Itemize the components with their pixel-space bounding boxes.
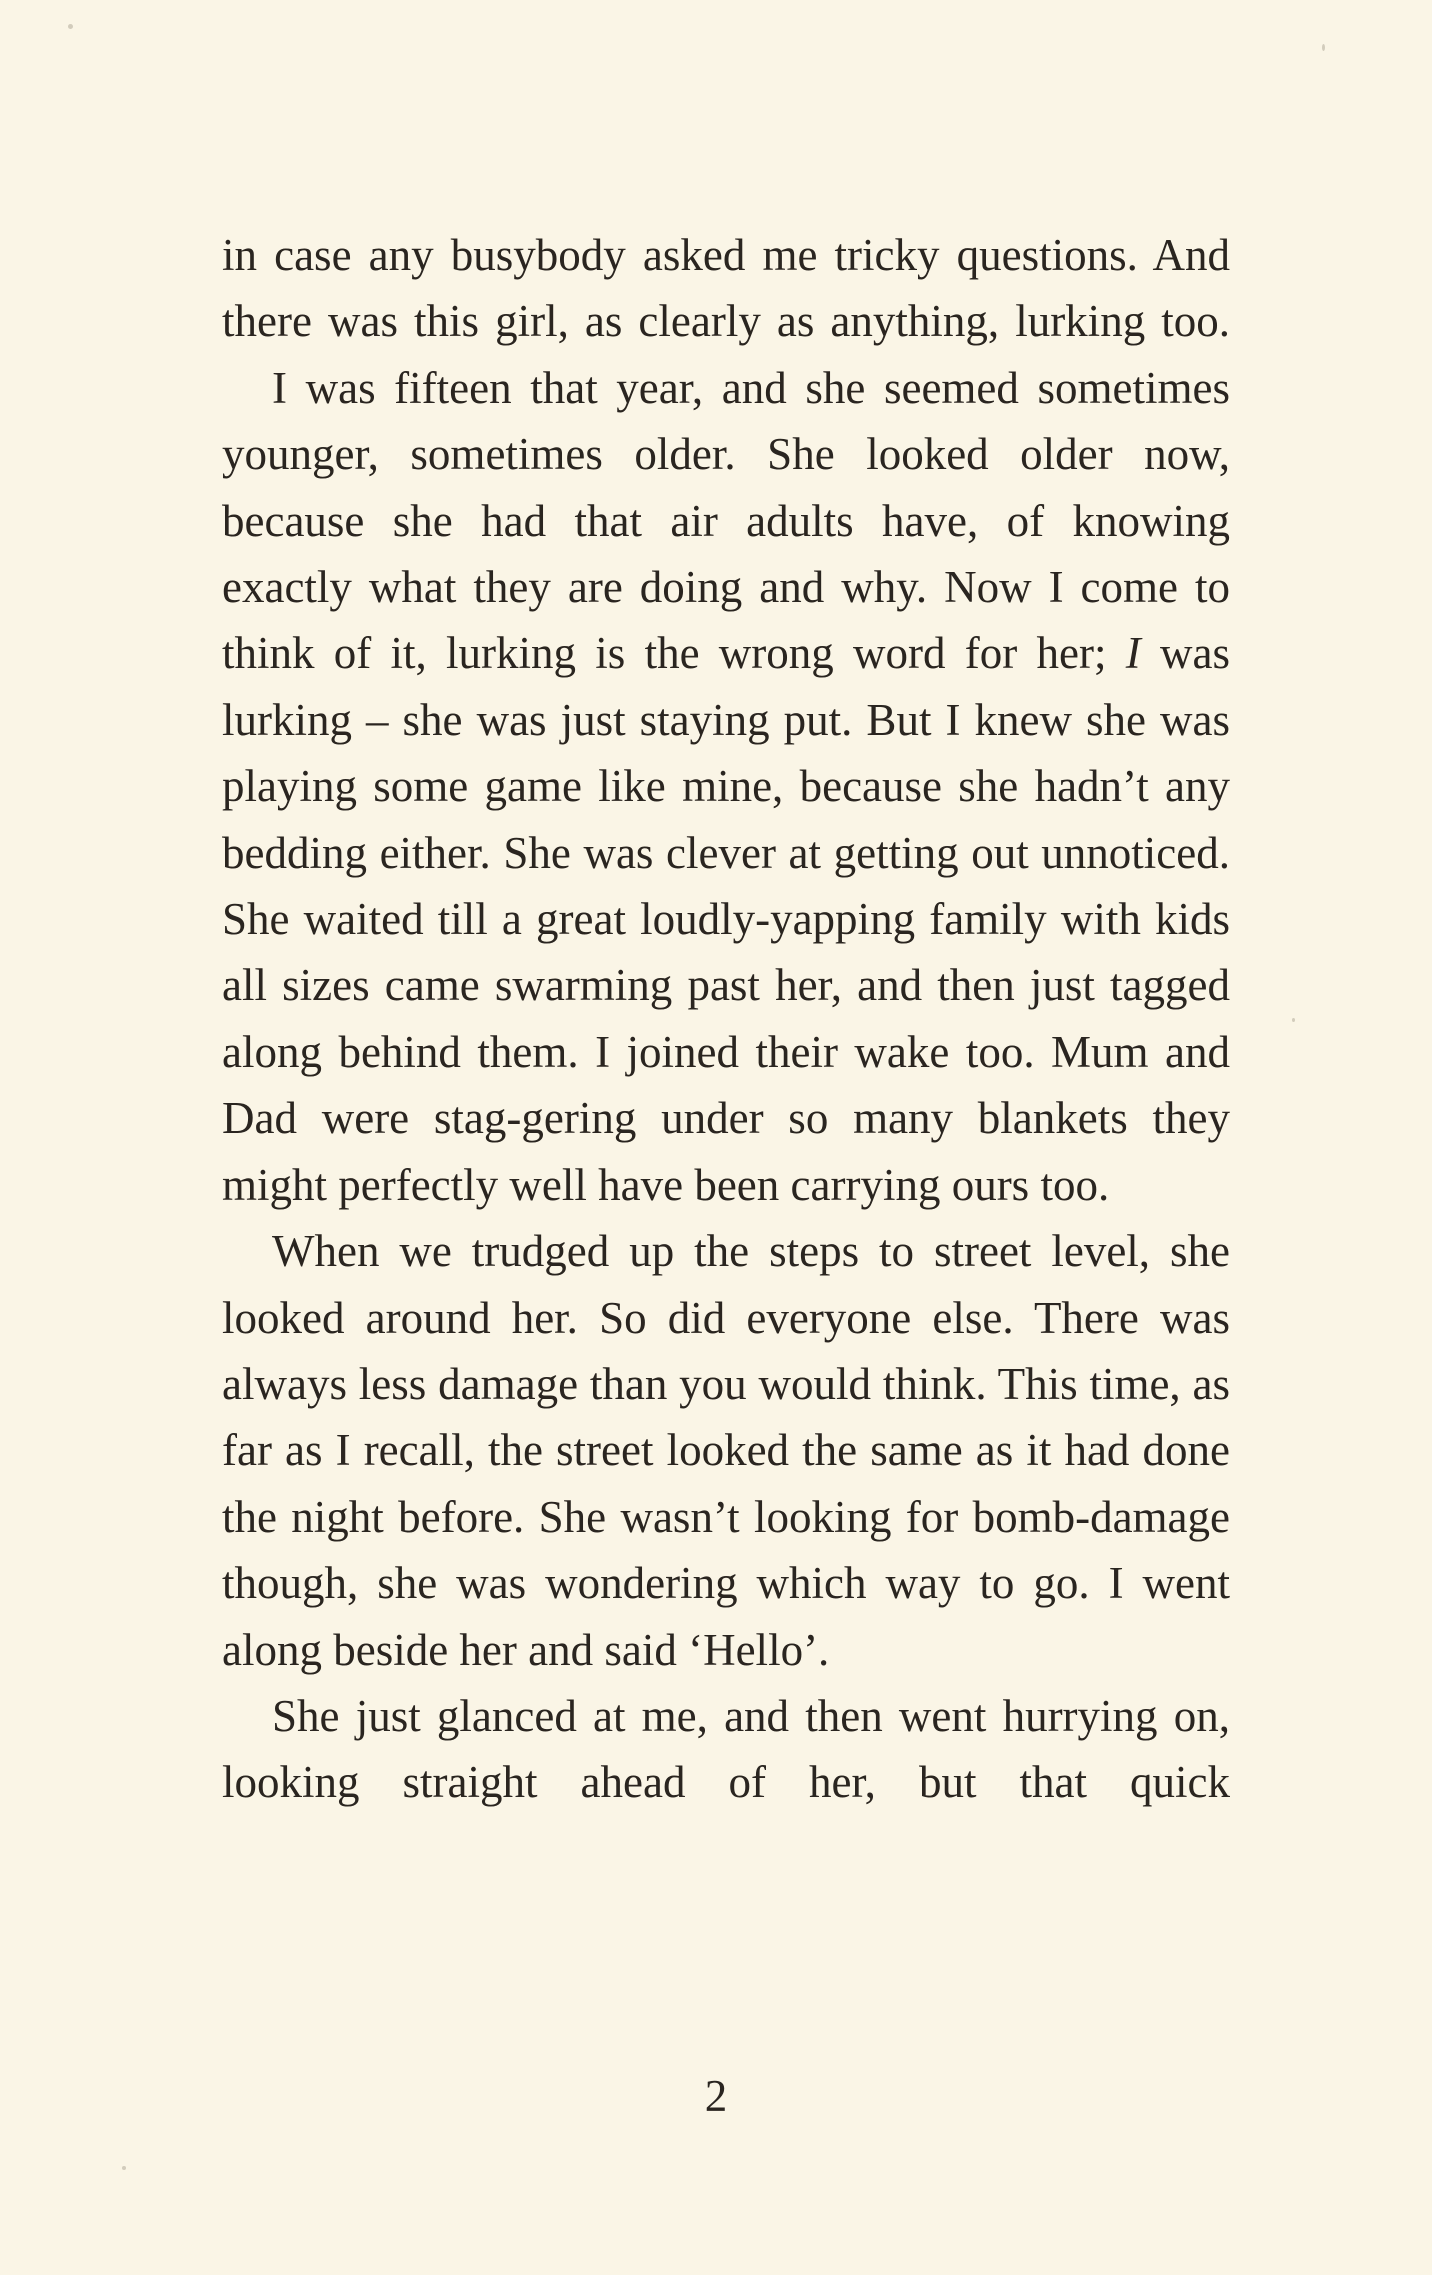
page-number: 2 [704, 2071, 728, 2121]
paragraph-2-text-end: was lurking – she was just staying put. But I knew she was playing some game like mine, because she hadn’t any bedding either. She was clever at getting out unnoticed. She waited till a great loudly-yapping family with kids all sizes came swarming past her, and then just tagged along behind them. I joined their wake too. Mum and Dad were stag-gering under so many blankets they might perfectly well have been carrying ours too. [222, 628, 1231, 1210]
paper-speck [1292, 1018, 1295, 1022]
paragraph-2 [222, 355, 1230, 1218]
paragraph-2-italic-word: I [1125, 628, 1141, 679]
paragraph-3: When we trudged up the steps to street level, she looked around her. So did everyone else. There was always less damage than you would think. This time, as far as I recall, the street looked the same as it had done the night before. She wasn’t looking for bomb-damage though, she was wondering which way to go. I went along beside her and said ‘Hello’. [222, 1226, 1230, 1675]
body-text [222, 222, 1230, 1816]
paragraph-2-text-start: I was fifteen that year, and she seemed sometimes younger, sometimes older. She looked older now, because she had that air adults have, of knowing exactly what they are doing and why. Now I come to think of it, lurking is the wrong word for her; [222, 362, 1230, 679]
paper-speck [122, 2166, 126, 2170]
paragraph-4: She just glanced at me, and then went hurrying on, looking straight ahead of her, but that quick [222, 1690, 1230, 1808]
paper-speck [1322, 44, 1325, 51]
paragraph-1: in case any busybody asked me tricky questions. And there was this girl, as clearly as anything, lurking too. [222, 230, 1230, 347]
paper-speck [68, 24, 73, 29]
